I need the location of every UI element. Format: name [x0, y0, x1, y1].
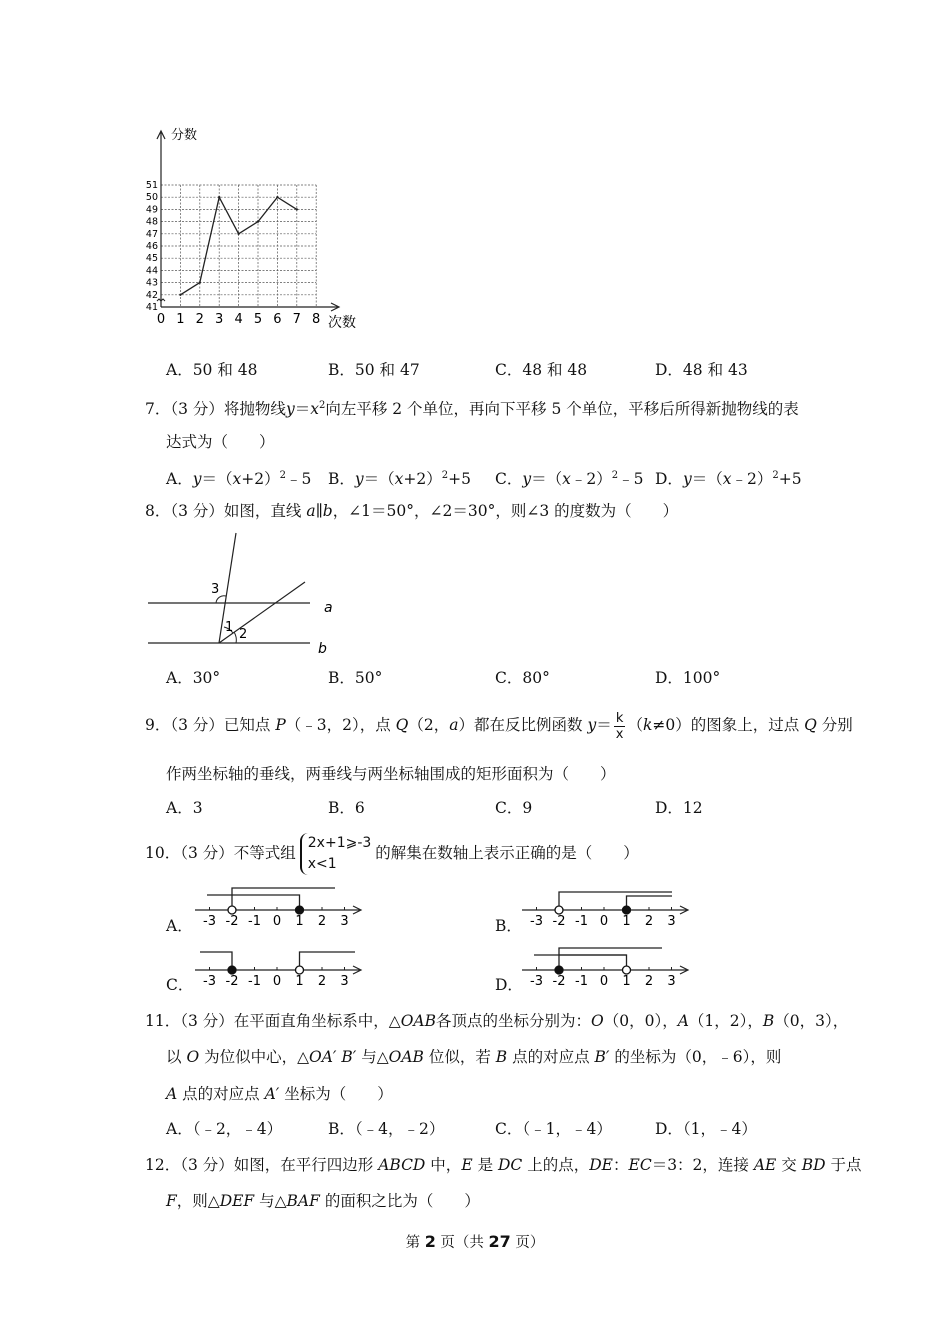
data-point [296, 208, 298, 210]
number-line-tick-label: -1 [575, 914, 588, 929]
q10-number-line-c[interactable] [195, 942, 370, 990]
number-line-tick-label: -3 [203, 974, 216, 989]
number-line-tick-label: 2 [317, 914, 327, 929]
closed-point [555, 966, 563, 974]
ray-from-minus-2 [559, 892, 672, 910]
y-tick-label: 47 [145, 228, 158, 240]
x-tick-label: 8 [312, 312, 321, 327]
number-line-tick-label: 3 [340, 914, 349, 929]
number-line-tick-label: 1 [622, 914, 631, 929]
q8-option-d[interactable]: D．100° [655, 669, 721, 687]
q11-option-a[interactable]: A．（﹣2，﹣4） [166, 1120, 283, 1138]
q10-option-b-label[interactable]: B． [495, 917, 522, 935]
number-line-tick-label: 2 [317, 974, 327, 989]
q10-option-a-label[interactable]: A． [166, 917, 193, 935]
q7-option-b[interactable]: B．$y=(x+2)^2+5$ [328, 470, 472, 489]
q11-stem: 11．（3 分）在平面直角坐标系中，△OAB各顶点的坐标分别为：O（0，0），A（1，2），B（0，3）， [145, 1012, 849, 1030]
number-line-tick-label: -1 [575, 974, 588, 989]
x-tick-label: 6 [273, 312, 282, 327]
q7-option-a[interactable]: A．$y=(x+2)^2﹣5$ [166, 470, 312, 489]
q6-option-c[interactable]: C．48 和 48 [495, 361, 588, 379]
x-tick-label: 0 [156, 312, 166, 327]
page-number: 2 [424, 1232, 436, 1251]
number-line-tick-label: 0 [272, 974, 282, 989]
q7-stem: 7．（3 分）将抛物线$y=x^2$向左平移 2 个单位，再向下平移 5 个单位，平移后所得新抛物线的表 [145, 400, 799, 419]
q10-number-line-b[interactable] [522, 882, 697, 930]
number-line-tick-label: -3 [530, 974, 543, 989]
ray-from-minus-2 [232, 888, 335, 910]
y-tick-label: 51 [145, 180, 158, 191]
q11-option-c[interactable]: C．（﹣1，﹣4） [495, 1120, 612, 1138]
q12-stem: 12．（3 分）如图，在平行四边形 ABCD 中，E 是 DC 上的点，DE：EC＝3：2，连接 AE 交 BD 于点 [145, 1156, 862, 1174]
page-total: 27 [488, 1232, 511, 1251]
y-tick-label: 44 [145, 265, 158, 277]
q9-option-d[interactable]: D．12 [655, 799, 703, 817]
x-tick-label: 4 [234, 312, 243, 327]
number-line-tick-label: 1 [295, 914, 304, 929]
q10-option-d-label[interactable]: D． [495, 976, 523, 994]
number-line-tick-label: 0 [599, 974, 609, 989]
number-line-tick-label: -1 [248, 914, 261, 929]
data-point [199, 281, 201, 283]
number-line-tick-label: -3 [530, 914, 543, 929]
q7-stem-line2: 达式为（ ） [166, 433, 275, 451]
ray-to-1 [207, 895, 300, 910]
chart-tick-labels [146, 180, 320, 327]
line-b-label: b [318, 641, 327, 657]
q10-option-c-label[interactable]: C． [166, 976, 194, 994]
ray-to-minus-2 [200, 952, 232, 970]
score-line-chart [140, 120, 380, 340]
data-point [276, 196, 278, 198]
y-tick-label: 43 [145, 277, 158, 289]
ray-from-1 [300, 952, 356, 970]
y-tick-label: 49 [145, 204, 158, 216]
angle-2-arc [234, 632, 236, 643]
data-point [237, 233, 239, 235]
number-line-tick-label: 1 [295, 974, 304, 989]
q7-option-c[interactable]: C．y＝（x﹣2）$^2$﹣5 [495, 470, 644, 489]
q8-option-b[interactable]: B．50° [328, 669, 383, 687]
q11-option-d[interactable]: D．（1，﹣4） [655, 1120, 757, 1138]
y-tick-label: 45 [145, 253, 158, 265]
q10-number-line-d[interactable] [522, 942, 697, 990]
q6-option-a[interactable]: A．50 和 48 [166, 361, 258, 379]
closed-point [296, 906, 304, 914]
x-axis-label: 次数 [328, 315, 356, 331]
q6-option-b[interactable]: B．50 和 47 [328, 361, 420, 379]
y-tick-label: 46 [145, 241, 158, 252]
parallel-lines-figure [140, 528, 350, 658]
ray-from-minus-2 [559, 948, 662, 970]
open-point [623, 966, 631, 974]
q11-stem-line3: A 点的对应点 A′ 坐标为（ ） [166, 1085, 393, 1103]
q10-number-line-a[interactable] [195, 882, 370, 930]
number-line-tick-label: 2 [644, 974, 654, 989]
y-tick-label: 50 [145, 192, 158, 204]
open-point [228, 906, 236, 914]
data-point [218, 196, 220, 198]
page-footer: 第 2 页（共 27 页） [405, 1232, 545, 1251]
line-a-label: a [324, 600, 333, 616]
q9-stem: 9．（3 分）已知点 P（﹣3，2），点 Q（2，a）都在反比例函数 y＝ $\frac{k}{x}$ （k≠0）的图象上，过点 Q 分别 [145, 710, 853, 742]
number-line-tick-label: 3 [340, 974, 349, 989]
number-line-tick-label: 3 [667, 914, 676, 929]
y-tick-label: 48 [145, 216, 158, 228]
number-line-tick-label: -3 [203, 914, 216, 929]
x-tick-label: 2 [195, 312, 204, 327]
closed-point [623, 906, 631, 914]
number-line-tick-label: 0 [599, 914, 609, 929]
data-point [179, 294, 181, 296]
x-tick-label: 7 [292, 312, 301, 327]
ray-to-1 [534, 955, 627, 970]
x-tick-label: 3 [215, 312, 224, 327]
number-line-tick-label: 0 [272, 914, 282, 929]
number-line-tick-label: -2 [552, 974, 566, 989]
closed-point [228, 966, 236, 974]
q9-stem-line2: 作两坐标轴的垂线，两垂线与两坐标轴围成的矩形面积为（ ） [166, 765, 616, 783]
number-line-tick-label: -2 [552, 914, 566, 929]
q8-stem: 8．（3 分）如图，直线 a∥b，∠1＝50°，∠2＝30°，则∠3 的度数为（ ） [145, 502, 679, 520]
q9-option-a[interactable]: A．3 [166, 799, 203, 817]
number-line-tick-label: 3 [667, 974, 676, 989]
q10-stem: 10．（3 分）不等式组 2x+1⩾-3 x<1 的解集在数轴上表示正确的是（ ） [145, 830, 639, 876]
angle-2-label: 2 [239, 627, 248, 642]
chart-grid [161, 185, 316, 307]
angle-1-label: 1 [225, 620, 234, 635]
q9-option-c[interactable]: C．9 [495, 799, 533, 817]
number-line-tick-label: -2 [225, 974, 239, 989]
inequality-system: 2x+1⩾-3 x<1 [300, 833, 372, 875]
chart-axes [157, 131, 339, 311]
x-tick-label: 5 [253, 312, 263, 327]
q7-option-d[interactable]: D．y＝（x﹣2）$^2$+5 [655, 470, 802, 489]
q6-option-d[interactable]: D．48 和 43 [655, 361, 748, 379]
k-over-x-fraction: $\frac{k}{x}$ [615, 710, 624, 742]
number-line-tick-label: -2 [225, 914, 239, 929]
q8-option-a[interactable]: A．30° [166, 669, 221, 687]
number-line-tick-label: 1 [622, 974, 631, 989]
y-tick-label: 41 [145, 302, 158, 313]
y-tick-label: 42 [145, 289, 158, 301]
number-line-tick-label: -1 [248, 974, 261, 989]
q8-option-c[interactable]: C．80° [495, 669, 550, 687]
angle-3-label: 3 [211, 582, 220, 597]
q11-option-b[interactable]: B．（﹣4，﹣2） [328, 1120, 445, 1138]
x-tick-label: 1 [176, 312, 185, 327]
y-axis-label: 分数 [171, 128, 198, 143]
q11-stem-line2: 以 O 为位似中心，△OA′ B′ 与△OAB 位似，若 B 点的对应点 B′ 的坐标为（0，﹣6），则 [166, 1048, 782, 1066]
open-point [296, 966, 304, 974]
q9-option-b[interactable]: B．6 [328, 799, 365, 817]
data-point [257, 220, 259, 222]
number-line-tick-label: 2 [644, 914, 654, 929]
q12-stem-line2: F，则△DEF 与△BAF 的面积之比为（ ） [166, 1192, 480, 1210]
open-point [555, 906, 563, 914]
